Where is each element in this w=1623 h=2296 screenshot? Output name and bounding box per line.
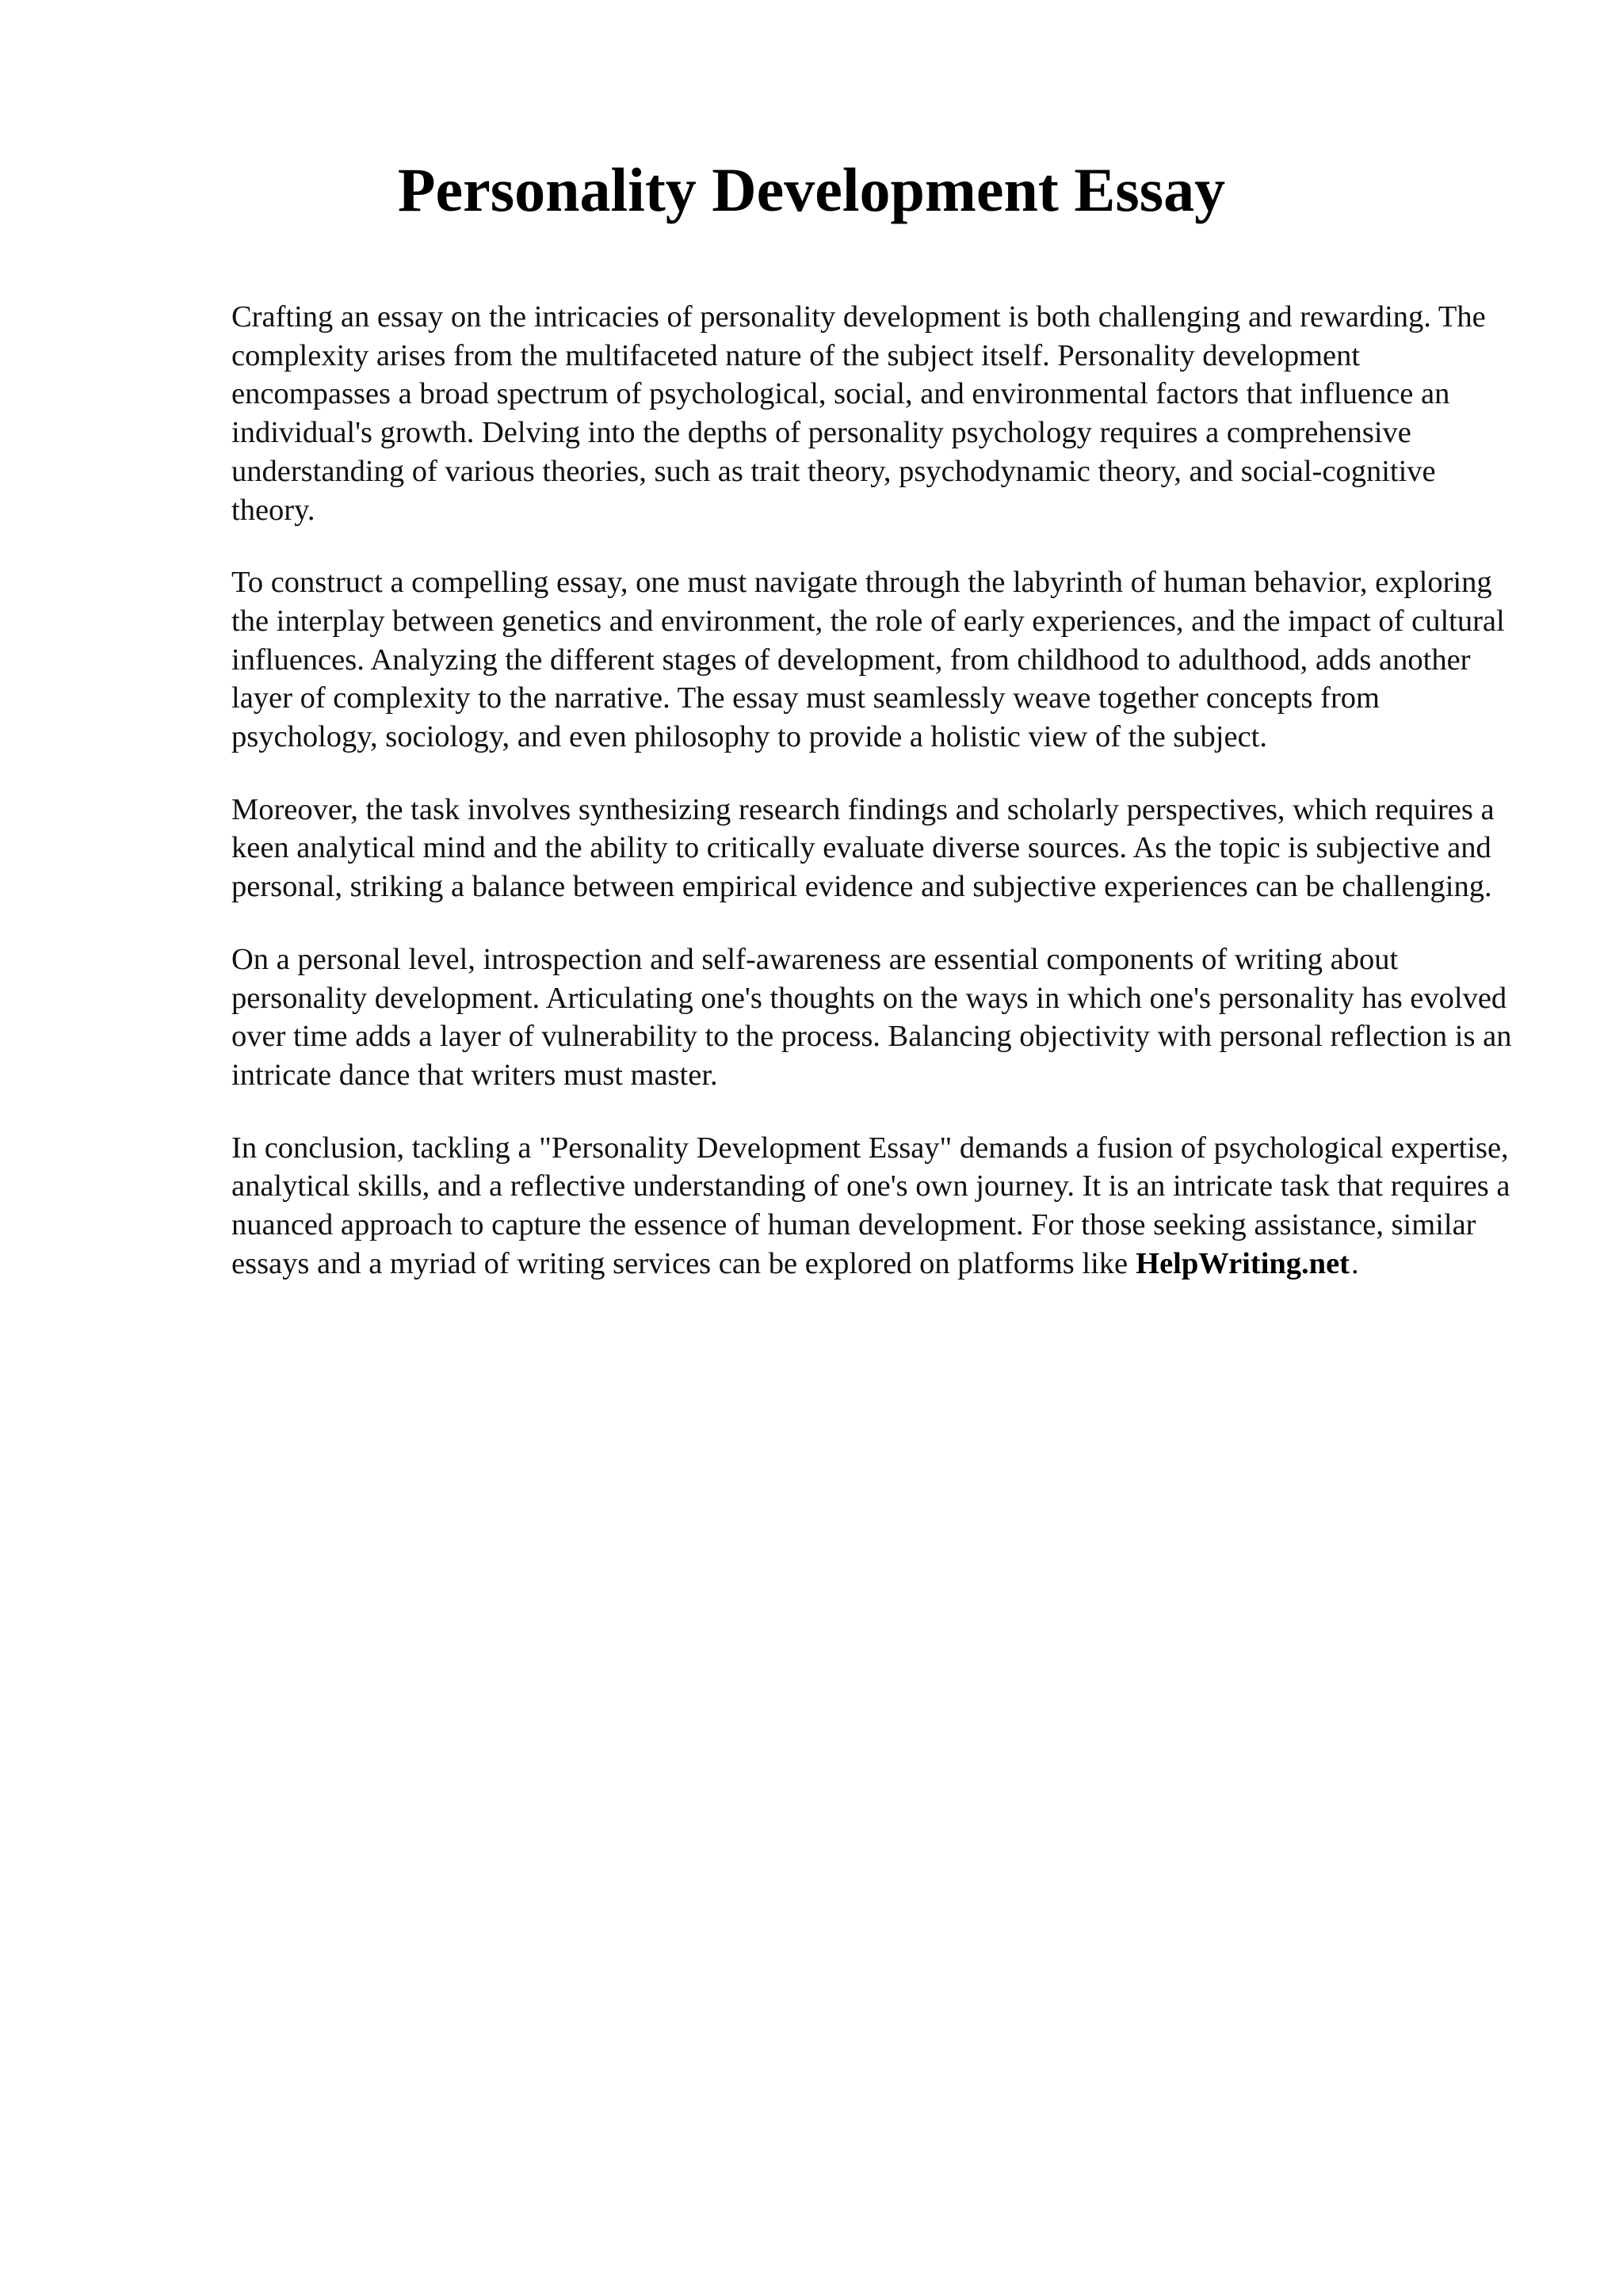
paragraph-3: Moreover, the task involves synthesizing research findings and scholarly perspectives, which requires a keen analytical mind and the ability to critically evaluate diverse sources. As the topic is subjective and personal, striking a balance between empirical evidence and subjective experiences can be challenging. <box>231 792 1495 904</box>
paragraph-1: Crafting an essay on the intricacies of personality development is both challenging and rewarding. The complexity arises from the multifaceted nature of the subject itself. Personality development encompasses a broad spectrum of psychological, social, and environmental factors that influence an individual's growth. Delving into the depths of personality psychology requires a comprehensive understanding of various theories, such as trait theory, psychodynamic theory, and social-cognitive theory. <box>231 300 1486 527</box>
page-title: Personality Development Essay <box>397 155 1226 224</box>
conclusion-period: . <box>1351 1246 1359 1280</box>
paragraph-2: To construct a compelling essay, one must navigate through the labyrinth of human behavior, exploring the interplay between genetics and environment, the role of early experiences, and the impact of cultural influences. Analyzing the different stages of development, from childhood to adulthood, adds another layer of complexity to the narrative. The essay must seamlessly weave together concepts from psychology, sociology, and even philosophy to provide a holistic view of the subject. <box>231 566 1505 754</box>
essay-body <box>231 298 1514 1317</box>
conclusion-text: In conclusion, tackling a "Personality Development Essay" demands a fusion of psychological expertise, analytical skills, and a reflective understanding of one's own journey. It is an intricate task that requires a nuanced approach to capture the essence of human development. For those seeking assistance, similar essays and a myriad of writing services can be explored on platforms like <box>231 1131 1510 1280</box>
paragraph-4: On a personal level, introspection and self-awareness are essential components of writing about personality development. Articulating one's thoughts on the ways in which one's personality has evolved over time adds a layer of vulnerability to the process. Balancing objectivity with personal reflection is an intricate dance that writers must master. <box>231 942 1512 1092</box>
conclusion-paragraph <box>231 1129 1514 1283</box>
helpwriting-link[interactable]: HelpWriting.net <box>1136 1246 1350 1280</box>
